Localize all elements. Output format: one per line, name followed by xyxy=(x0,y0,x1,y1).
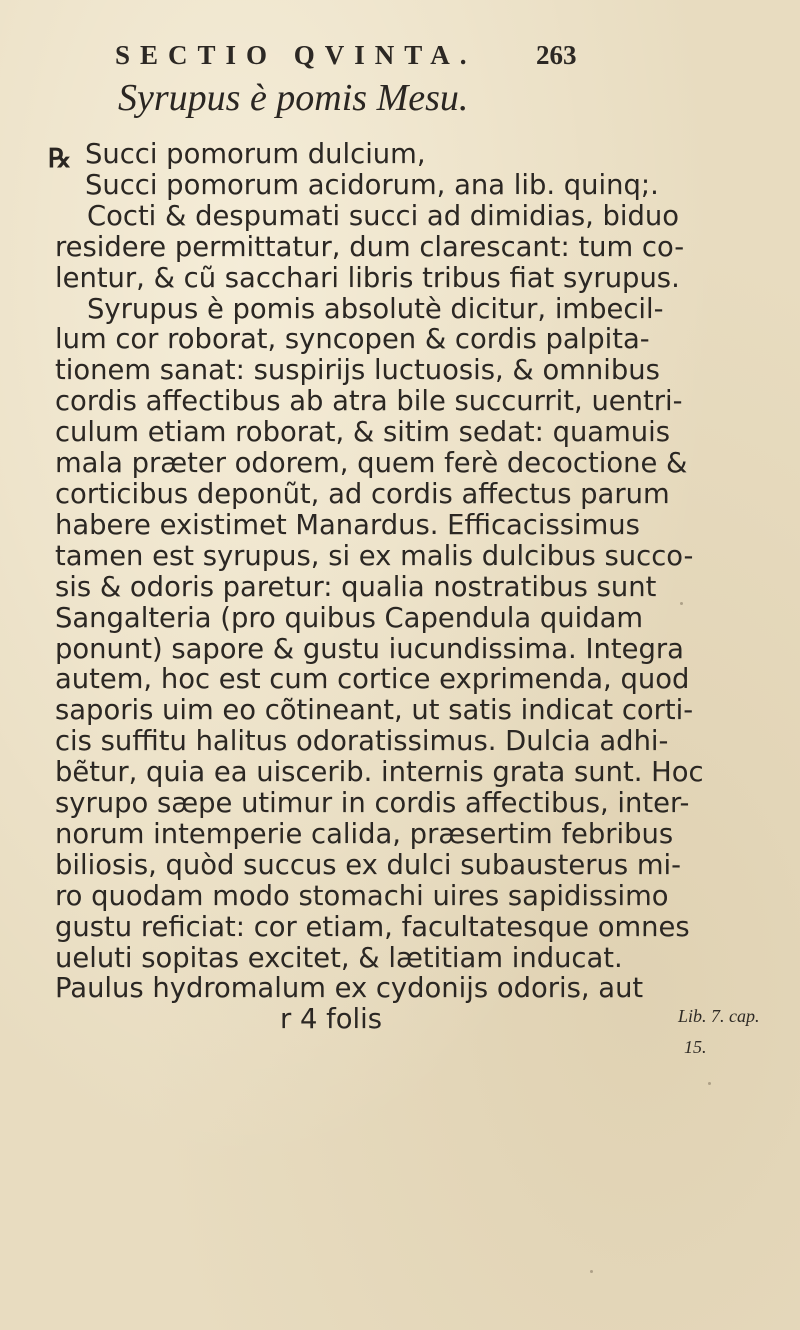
text-line: Succi pomorum acidorum, ana lib. quinq;. xyxy=(85,169,659,201)
text-line: gustu reficiat: cor etiam, facultatesque omnes xyxy=(55,911,690,943)
text-line: Paulus hydromalum ex cydonijs odoris, aut xyxy=(55,973,644,1005)
text-line: lum cor roborat, syncopen & cordis palpita- xyxy=(55,324,650,356)
text-line: Sangalteria (pro quibus Capendula quidam xyxy=(55,602,644,634)
text-line: syrupo sæpe utimur in cordis affectibus, inter- xyxy=(55,788,690,820)
margin-note-chapter: 15. xyxy=(684,1037,707,1057)
margin-note-reference: Lib. 7. cap. xyxy=(678,1006,760,1026)
section-subtitle: Syrupus è pomis Mesu. xyxy=(118,77,469,119)
paper-speck xyxy=(708,1082,711,1085)
text-line: mala præter odorem, quem ferè decoctione & xyxy=(55,448,688,480)
text-line: ponunt) sapore & gustu iucundissima. Integra xyxy=(55,633,684,665)
text-line: cordis affectibus ab atra bile succurrit, uentri- xyxy=(55,386,683,418)
text-line: ueluti sopitas excitet, & lætitiam inducat. xyxy=(55,942,623,974)
text-line: habere existimet Manardus. Efficacissimus xyxy=(55,509,640,541)
text-line: lentur, & cũ sacchari libris tribus fiat syrupus. xyxy=(55,262,680,294)
text-line: ro quodam modo stomachi uires sapidissimo xyxy=(55,880,669,912)
text-line: culum etiam roborat, & sitim sedat: quamuis xyxy=(55,417,671,449)
text-line: tionem sanat: suspirijs luctuosis, & omnibus xyxy=(55,355,660,387)
text-line: autem, hoc est cum cortice exprimenda, quod xyxy=(55,664,690,696)
text-line: biliosis, quòd succus ex dulci subausterus mi- xyxy=(55,849,682,881)
recipe-symbol-icon: ℞ xyxy=(48,144,72,174)
text-line: cis suffitu halitus odoratissimus. Dulcia adhi- xyxy=(55,726,669,758)
page-number: 263 xyxy=(536,40,577,70)
paper-speck xyxy=(590,1270,593,1273)
text-line: Syrupus è pomis absolutè dicitur, imbecil- xyxy=(87,293,664,325)
paper-speck xyxy=(680,602,683,605)
text-line: tamen est syrupus, si ex malis dulcibus succo- xyxy=(55,540,694,572)
text-line: sis & odoris paretur: qualia nostratibus sunt xyxy=(55,571,657,603)
running-head: SECTIO QVINTA. xyxy=(115,40,477,70)
body-text xyxy=(55,139,704,1036)
text-line: Succi pomorum dulcium, xyxy=(85,139,426,170)
text-line: Cocti & despumati succi ad dimidias, biduo xyxy=(87,200,680,232)
text-line: bẽtur, quia ea uiscerib. internis grata sunt. Hoc xyxy=(55,757,704,789)
signature-mark: r 4 folis xyxy=(280,1004,382,1036)
text-line: saporis uim eo cõtineant, ut satis indicat corti- xyxy=(55,695,694,727)
text-line: residere permittatur, dum clarescant: tum co- xyxy=(55,231,685,263)
text-line: norum intemperie calida, præsertim febribus xyxy=(55,818,674,850)
text-line: corticibus deponũt, ad cordis affectus parum xyxy=(55,478,670,510)
